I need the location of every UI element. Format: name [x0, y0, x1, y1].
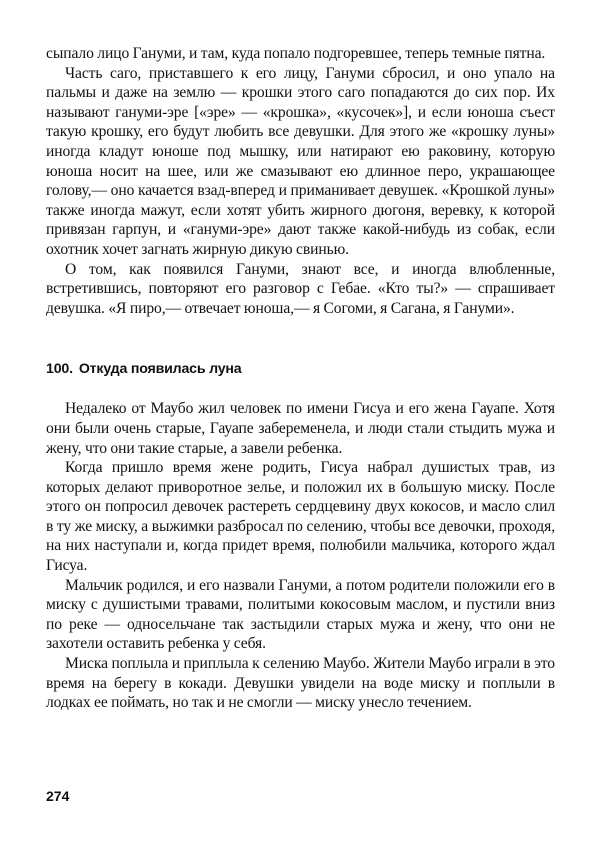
book-page: [46, 44, 555, 713]
section-number: 100.: [46, 361, 73, 378]
paragraph: Мальчик родился, и его назвали Гануми, а потом родители положили его в миску с душистыми травами, политыми кокосовым маслом, и пустили вниз по реке — односельчане так застыдили старых мужа и жену, что они не захотели оставить ребенка у себя.: [46, 576, 555, 653]
paragraph-continuation: сыпало лицо Гануми, и там, куда попало подгоревшее, теперь темные пятна.: [46, 45, 546, 62]
page-number: 274: [46, 788, 70, 804]
paragraph: О том, как появился Гануми, знают все, и иногда влюбленные, встретившись, повторяют его разговор с Гебае. «Кто ты?» — спрашивает девушка. «Я пиро,— отвечает юноша,— я Согоми, я Сагана, я Гануми».: [46, 260, 555, 317]
section-heading: [46, 360, 555, 379]
section-title: Откуда появилась луна: [78, 361, 242, 378]
paragraph: Недалеко от Маубо жил человек по имени Гисуа и его жена Гауапе. Хотя они были очень старые, Гауапе забеременела, и люди стали стыдить мужа и жену, что они такие старые, а завели ребенка.: [46, 400, 555, 457]
paragraph: Когда пришло время жене родить, Гисуа набрал душистых трав, из которых делают приворотное зелье, и положил их в большую миску. После этого он попросил девочек растереть сердцевину двух кокосов, и масло слил в ту же миску, а выжимки разбросал по селению, чтобы все девочки, проходя, на них наступали и, когда придет время, полюбили мальчика, которого ждал Гисуа.: [46, 459, 555, 575]
paragraph: Часть саго, приставшего к его лицу, Гануми сбросил, и оно упало на пальмы и даже на землю — крошки этого саго попадаются до сих пор. Их называют гануми-эре [«эре» — «крошка», «кусочек»], и если юноша съест такую крошку, его будут любить все девушки. Для этого же «крошку луны» иногда кладут юноше под мышку, или натирают ею раковину, которую юноша носит на шее, или же смазывают ею длинное перо, украшающее голову,— оно качается взад-вперед и приманивает девушек. «Крошкой луны» также иногда мажут, если хотят убить жирного дюгоня, веревку, к которой привязан гарпун, и «гануми-эре» дают также какой-нибудь из собак, если охотник хочет загнать жирную дикую свинью.: [46, 64, 555, 258]
paragraph: Миска поплыла и приплыла к селению Маубо. Жители Маубо играли в это время на берегу в кокади. Девушки увидели на воде миску и поплыли в лодках ее поймать, но так и не смогли — миску унесло течением.: [46, 655, 555, 712]
